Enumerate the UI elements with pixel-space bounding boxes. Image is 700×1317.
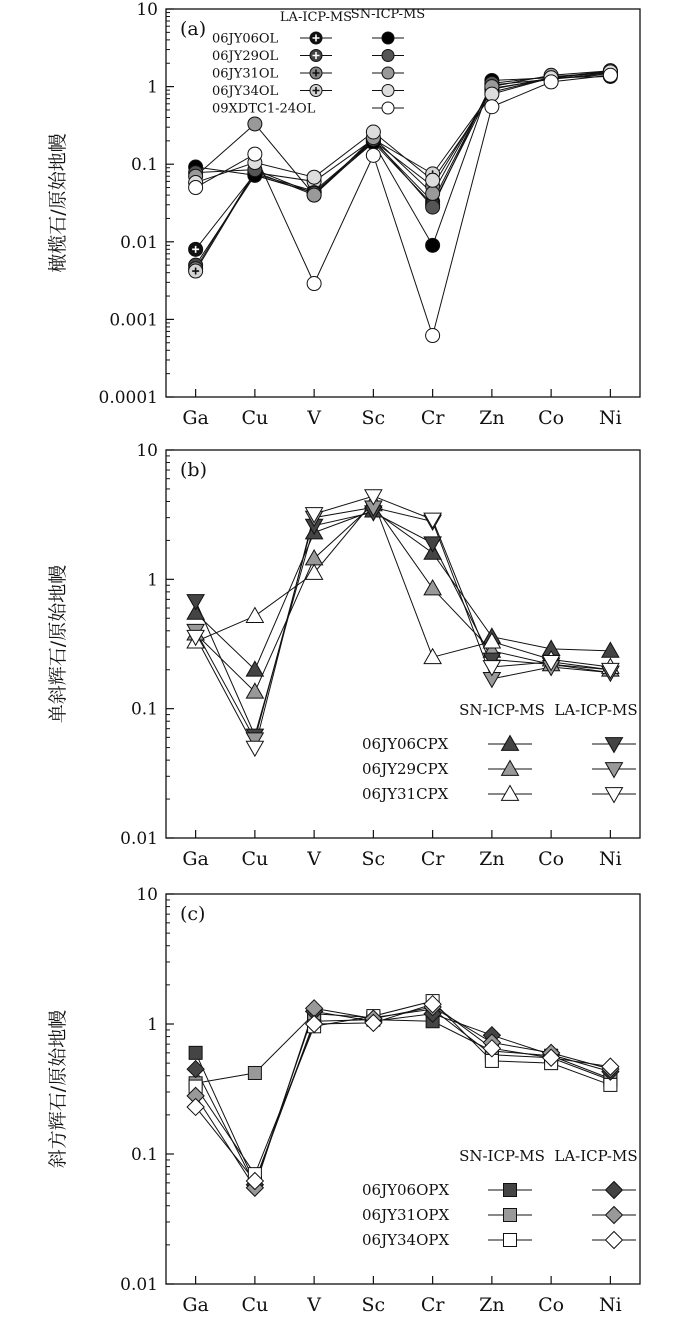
- x-tick-label-sc: Sc: [361, 848, 386, 870]
- x-tick-label-sc: Sc: [361, 407, 386, 429]
- y-tick-label: 1: [147, 77, 158, 98]
- legend-marker-06jy29cpx-sn: [502, 761, 519, 776]
- point-09xdtc1-24ol-sn-icp-ms-cr: [426, 329, 440, 343]
- legend-marker-06jy34opx-la: [606, 1232, 623, 1249]
- point-06jy06cpx-la-icp-ms-cr: [424, 537, 441, 552]
- y-tick-label: 0.1: [130, 1145, 158, 1165]
- point-09xdtc1-24ol-sn-icp-ms-cu: [248, 147, 262, 161]
- x-tick-label-co: Co: [538, 1294, 565, 1316]
- legend-marker-06jy06ol-sn: [382, 32, 394, 44]
- point-06jy06opx-sn-icp-ms-ga: [189, 1046, 202, 1059]
- series-line-06jy34opx-la-icp-ms: [196, 1004, 611, 1181]
- x-tick-label-cr: Cr: [420, 1294, 445, 1316]
- legend-marker-06jy31cpx-sn: [502, 786, 519, 801]
- series-line-06jy31cpx-sn-icp-ms: [196, 501, 611, 667]
- x-tick-label-co: Co: [538, 848, 565, 870]
- y-axis-label: 单斜辉石/原始地幔: [47, 564, 69, 724]
- legend-entry-06jy31cpx: 06JY31CPX: [362, 785, 449, 803]
- x-tick-label-cu: Cu: [241, 407, 269, 429]
- x-tick-label-zn: Zn: [479, 1294, 505, 1316]
- series-line-06jy06opx-sn-icp-ms: [196, 1020, 611, 1183]
- legend-marker-06jy06opx-la: [606, 1182, 623, 1199]
- series-line-06jy31opx-la-icp-ms: [196, 1007, 611, 1188]
- x-tick-label-zn: Zn: [479, 407, 505, 429]
- point-06jy34opx-la-icp-ms-ga: [187, 1098, 204, 1115]
- y-tick-label: 0.1: [130, 155, 158, 176]
- legend-marker-06jy06cpx-la: [606, 738, 623, 753]
- panel-label: (b): [180, 459, 207, 481]
- y-tick-label: 0.001: [109, 310, 158, 331]
- x-tick-label-cu: Cu: [241, 1294, 269, 1316]
- legend-marker-06jy29cpx-la: [606, 763, 623, 778]
- point-06jy34ol-sn-icp-ms-v: [307, 170, 321, 184]
- legend-entry-06jy29ol: 06JY29OL: [212, 49, 279, 64]
- y-tick-label: 0.01: [120, 232, 158, 253]
- point-06jy31cpx-la-icp-ms-cu: [246, 741, 263, 756]
- y-tick-label: 0.1: [130, 699, 158, 720]
- legend-marker-06jy31cpx-la: [606, 788, 623, 803]
- x-tick-label-ni: Ni: [599, 1294, 622, 1316]
- legend-entry-06jy29cpx: 06JY29CPX: [362, 760, 449, 778]
- point-06jy29cpx-sn-icp-ms-cr: [424, 580, 441, 595]
- legend-header-0: SN-ICP-MS: [459, 1147, 545, 1165]
- legend-marker-06jy34opx-sn: [504, 1234, 517, 1247]
- legend-entry-06jy06cpx: 06JY06CPX: [362, 735, 449, 753]
- point-06jy31opx-sn-icp-ms-cu: [248, 1066, 261, 1079]
- point-09xdtc1-24ol-sn-icp-ms-zn: [485, 100, 499, 114]
- legend-header-1: LA-ICP-MS: [554, 701, 638, 719]
- y-tick-label: 0.0001: [98, 388, 158, 408]
- x-tick-label-sc: Sc: [361, 1294, 386, 1316]
- y-tick-label: 0.01: [120, 829, 158, 849]
- series-line-06jy34opx-sn-icp-ms: [196, 1001, 611, 1174]
- point-06jy29cpx-sn-icp-ms-v: [306, 550, 323, 565]
- legend-marker-09xdtc1-24ol-sn: [382, 102, 394, 114]
- x-tick-label-ga: Ga: [182, 848, 209, 870]
- legend-entry-06jy34ol: 06JY34OL: [212, 84, 279, 99]
- panel-label: (a): [180, 18, 207, 40]
- x-tick-label-v: V: [307, 1294, 321, 1316]
- legend-marker-06jy06cpx-sn: [502, 736, 519, 751]
- x-tick-label-v: V: [307, 848, 321, 870]
- point-09xdtc1-24ol-sn-icp-ms-sc: [366, 148, 380, 162]
- x-tick-label-cu: Cu: [241, 848, 269, 870]
- legend-header-1: SN-ICP-MS: [350, 7, 426, 22]
- x-tick-label-ga: Ga: [182, 407, 209, 429]
- legend-entry-06jy31ol: 06JY31OL: [212, 66, 279, 82]
- point-06jy34ol-sn-icp-ms-cr: [426, 173, 440, 187]
- legend-header-0: SN-ICP-MS: [459, 701, 545, 719]
- point-06jy31ol-sn-icp-ms-cr: [426, 186, 440, 200]
- legend-header-1: LA-ICP-MS: [554, 1147, 638, 1165]
- legend-entry-06jy06opx: 06JY06OPX: [362, 1181, 450, 1199]
- point-09xdtc1-24ol-sn-icp-ms-co: [544, 75, 558, 89]
- legend-marker-06jy31ol-sn: [382, 67, 394, 79]
- point-09xdtc1-24ol-sn-icp-ms-v: [307, 277, 321, 291]
- point-06jy31ol-sn-icp-ms-v: [307, 188, 321, 202]
- point-09xdtc1-24ol-sn-icp-ms-ga: [189, 181, 203, 195]
- point-06jy34ol-sn-icp-ms-zn: [485, 87, 499, 101]
- x-tick-label-ni: Ni: [599, 407, 622, 429]
- legend-entry-06jy06ol: 06JY06OL: [212, 31, 279, 47]
- y-axis-label: 斜方辉石/原始地幔: [47, 1009, 69, 1169]
- point-06jy31cpx-sn-icp-ms-cu: [246, 608, 263, 623]
- x-tick-label-v: V: [307, 407, 321, 429]
- panel-b: [47, 441, 640, 870]
- y-tick-label: 1: [147, 1015, 158, 1035]
- x-tick-label-ga: Ga: [182, 1294, 209, 1316]
- y-tick-label: 10: [136, 441, 158, 461]
- point-09xdtc1-24ol-sn-icp-ms-ni: [603, 68, 617, 82]
- legend-marker-06jy31opx-sn: [504, 1209, 517, 1222]
- y-axis-label: 橄榄石/原始地幔: [47, 133, 69, 273]
- legend-marker-06jy34ol-sn: [382, 85, 394, 97]
- y-tick-label: 1: [147, 570, 158, 591]
- series-line-06jy06opx-la-icp-ms: [196, 1011, 611, 1184]
- point-06jy29ol-sn-icp-ms-cr: [426, 200, 440, 214]
- x-tick-label-co: Co: [538, 407, 565, 429]
- legend-entry-06jy34opx: 06JY34OPX: [362, 1231, 450, 1249]
- x-tick-label-zn: Zn: [479, 848, 505, 870]
- point-06jy31ol-sn-icp-ms-cu: [248, 117, 262, 131]
- legend-marker-06jy29ol-sn: [382, 50, 394, 62]
- y-tick-label: 0.01: [120, 1275, 158, 1295]
- point-06jy06cpx-sn-icp-ms-ni: [602, 642, 619, 657]
- point-06jy06opx-la-icp-ms-ga: [187, 1061, 204, 1078]
- y-tick-label: 10: [136, 885, 158, 905]
- series-line-06jy29cpx-la-icp-ms: [196, 507, 611, 739]
- panel-a: [47, 0, 640, 429]
- point-06jy06ol-sn-icp-ms-cr: [426, 238, 440, 252]
- point-06jy06cpx-la-icp-ms-ga: [187, 595, 204, 610]
- x-tick-label-ni: Ni: [599, 848, 622, 870]
- legend-marker-06jy06opx-sn: [504, 1184, 517, 1197]
- legend-header-0: LA-ICP-MS: [279, 10, 353, 25]
- point-06jy34ol-sn-icp-ms-sc: [366, 125, 380, 139]
- plot-frame: [166, 894, 640, 1284]
- x-tick-label-cr: Cr: [420, 848, 445, 870]
- panel-label: (c): [180, 903, 206, 925]
- panel-c: [47, 885, 640, 1316]
- legend-entry-06jy31opx: 06JY31OPX: [362, 1206, 450, 1224]
- x-tick-label-cr: Cr: [420, 407, 445, 429]
- y-tick-label: 10: [136, 0, 158, 20]
- legend-entry-09xdtc1-24ol: 09XDTC1-24OL: [212, 101, 316, 117]
- legend-marker-06jy31opx-la: [606, 1207, 623, 1224]
